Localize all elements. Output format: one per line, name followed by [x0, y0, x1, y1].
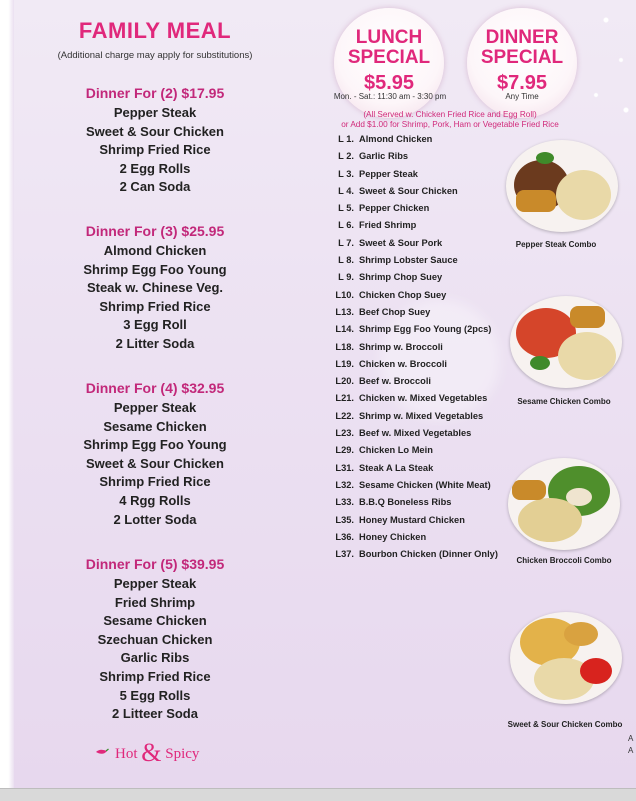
- menu-item-row: [324, 186, 524, 203]
- menu-item-row: [324, 393, 524, 410]
- menu-item-row: [324, 515, 524, 532]
- family-group-item: Steak w. Chinese Veg.: [86, 280, 224, 296]
- family-group-item: Pepper Steak: [113, 105, 197, 120]
- family-group-item: Szechuan Chicken: [97, 631, 213, 647]
- item-code: L 7.: [338, 237, 354, 248]
- menu-item-row: [324, 480, 524, 497]
- photo-caption-2: Sesame Chicken Combo: [517, 397, 611, 406]
- family-group-item: 4 Rgg Rolls: [119, 492, 191, 508]
- family-group-item: 2 Litter Soda: [115, 335, 195, 351]
- menu-item-row: [324, 445, 524, 462]
- menu-item-row: [324, 549, 524, 566]
- item-code: L10.: [335, 289, 354, 300]
- lunch-title-1: LUNCH: [355, 27, 423, 48]
- menu-item-row: [324, 151, 524, 168]
- menu-item-row: [324, 532, 524, 549]
- menu-item-row: [324, 203, 524, 220]
- chili-pepper-icon: [95, 748, 109, 756]
- item-name: Shrimp Lobster Sauce: [359, 255, 458, 266]
- family-group-2: [60, 85, 250, 197]
- item-code: L14.: [335, 324, 354, 335]
- spicy-label: Spicy: [165, 746, 200, 762]
- item-name: Almond Chicken: [359, 134, 433, 144]
- lunch-special-badge: [334, 8, 444, 118]
- photo-caption-3: Chicken Broccoli Combo: [516, 556, 612, 565]
- item-name: Fried Shrimp: [359, 220, 417, 231]
- menu-item-row: [324, 497, 524, 514]
- dinner-special-badge: [467, 8, 577, 118]
- dinner-price: $7.95: [496, 72, 548, 94]
- item-name: Honey Chicken: [359, 531, 427, 542]
- item-name: Chicken w. Mixed Vegetables: [359, 393, 488, 404]
- item-name: Pepper Chicken: [359, 203, 430, 214]
- menu-item-row: [324, 324, 524, 341]
- item-name: Sweet & Sour Chicken: [359, 185, 458, 196]
- family-group-heading: Dinner For (2) $17.95: [85, 85, 225, 101]
- family-group-item: Shrimp Egg Foo Young: [83, 261, 227, 277]
- family-meal-note: (Additional charge may apply for substitutions): [57, 50, 253, 61]
- item-name: Steak A La Steak: [359, 462, 434, 473]
- item-name: Honey Mustard Chicken: [359, 514, 465, 525]
- item-code: L31.: [335, 462, 354, 473]
- lunch-hours: Mon. - Sat.: 11:30 am - 3:30 pm: [333, 92, 447, 101]
- family-group-item: Fried Shrimp: [114, 594, 196, 610]
- family-group-item: 2 Litteer Soda: [112, 706, 198, 722]
- menu-item-row: [324, 307, 524, 324]
- photo-caption-1: Pepper Steak Combo: [515, 240, 597, 249]
- item-code: L19.: [335, 358, 354, 369]
- family-group-item: 2 Lotter Soda: [113, 511, 197, 527]
- item-code: L20.: [335, 376, 354, 387]
- item-name: Shrimp Chop Suey: [359, 272, 443, 283]
- item-code: L18.: [335, 341, 354, 352]
- family-group-4: [60, 380, 250, 529]
- bottom-scroll-bar[interactable]: [0, 788, 636, 801]
- item-code: L 5.: [338, 203, 354, 214]
- item-code: L 6.: [338, 220, 354, 231]
- family-meal-title: FAMILY MEAL: [78, 18, 232, 43]
- family-group-item: Sesame Chicken: [103, 418, 207, 434]
- item-code: L 4.: [338, 185, 354, 196]
- edge-text-1: A: [628, 734, 634, 743]
- item-code: L 8.: [338, 255, 354, 266]
- item-code: L35.: [335, 514, 354, 525]
- item-name: Bourbon Chicken (Dinner Only): [359, 549, 498, 560]
- page-edge: [0, 0, 14, 790]
- item-name: Chicken Chop Suey: [359, 289, 447, 300]
- sparkle-decoration: [576, 0, 636, 130]
- family-group-item: Garlic Ribs: [120, 650, 190, 666]
- served-note-1: (All Served w. Chicken Fried Rice and Egg Roll): [363, 110, 537, 119]
- family-group-item: 2 Can Soda: [119, 179, 191, 195]
- family-group-heading: Dinner For (5) $39.95: [85, 556, 225, 572]
- item-code: L 1.: [338, 134, 354, 144]
- item-code: L13.: [335, 306, 354, 317]
- family-group-item: Sesame Chicken: [103, 613, 207, 629]
- family-group-heading: Dinner For (3) $25.95: [85, 223, 225, 239]
- sesame-chicken-photo: [510, 296, 622, 388]
- family-group-item: Sweet & Sour Chicken: [86, 123, 224, 139]
- menu-item-row: [324, 272, 524, 289]
- menu-item-row: [324, 134, 524, 151]
- family-group-item: Shrimp Fried Rice: [99, 298, 211, 314]
- item-name: Chicken Lo Mein: [359, 445, 433, 456]
- served-note-2: or Add $1.00 for Shrimp, Pork, Ham or Vegetable Fried Rice: [341, 120, 559, 129]
- menu-item-row: [324, 376, 524, 393]
- family-group-item: 3 Egg Roll: [123, 317, 187, 333]
- family-group-item: Shrimp Fried Rice: [99, 474, 211, 490]
- dinner-title-2: SPECIAL: [480, 47, 564, 68]
- item-code: L 9.: [338, 272, 354, 283]
- item-name: Beef w. Broccoli: [359, 376, 431, 387]
- hot-label: Hot: [115, 746, 138, 762]
- item-name: Shrimp w. Broccoli: [359, 341, 443, 352]
- item-code: L32.: [335, 479, 354, 490]
- served-with-note: [320, 110, 580, 130]
- family-group-item: Almond Chicken: [103, 243, 207, 258]
- sweet-sour-chicken-photo: [510, 612, 622, 704]
- menu-item-row: [324, 359, 524, 376]
- item-code: L 2.: [338, 151, 354, 162]
- item-code: L23.: [335, 428, 354, 439]
- photo-caption-4: Sweet & Sour Chicken Combo: [507, 720, 623, 729]
- menu-item-row: [324, 411, 524, 428]
- chicken-broccoli-photo: [508, 458, 620, 550]
- item-code: L33.: [335, 497, 354, 508]
- edge-text-2: A: [628, 746, 634, 755]
- menu-item-row: [324, 169, 524, 186]
- family-group-item: Shrimp Fried Rice: [99, 668, 211, 684]
- special-items-list: [324, 134, 524, 566]
- family-group-3: [60, 223, 250, 354]
- ampersand: &: [141, 738, 162, 767]
- item-name: Beef Chop Suey: [359, 306, 431, 317]
- item-name: Beef w. Mixed Vegetables: [359, 428, 472, 439]
- family-group-heading: Dinner For (4) $32.95: [85, 380, 225, 396]
- dinner-title-1: DINNER: [485, 27, 559, 48]
- pepper-steak-photo: [506, 140, 618, 232]
- menu-item-row: [324, 290, 524, 307]
- family-group-item: Shrimp Egg Foo Young: [83, 437, 227, 453]
- family-group-item: Sweet & Sour Chicken: [86, 455, 224, 471]
- item-code: L29.: [335, 445, 354, 456]
- item-code: L37.: [335, 549, 354, 560]
- item-name: Chicken w. Broccoli: [359, 358, 447, 369]
- item-name: Shrimp w. Mixed Vegetables: [359, 410, 484, 421]
- family-group-item: 5 Egg Rolls: [119, 687, 191, 703]
- menu-item-row: [324, 255, 524, 272]
- item-name: Sesame Chicken (White Meat): [359, 479, 491, 490]
- menu-item-row: [324, 463, 524, 480]
- family-group-item: Pepper Steak: [113, 400, 197, 415]
- item-name: Garlic Ribs: [359, 151, 409, 162]
- lunch-title-2: SPECIAL: [347, 47, 431, 68]
- item-name: Sweet & Sour Pork: [359, 237, 443, 248]
- dinner-hours: Any Time: [505, 92, 539, 101]
- family-group-item: 2 Egg Rolls: [119, 160, 191, 176]
- menu-item-row: [324, 342, 524, 359]
- lunch-price: $5.95: [363, 72, 415, 94]
- item-code: L22.: [335, 410, 354, 421]
- menu-item-row: [324, 220, 524, 237]
- family-group-5: [60, 556, 250, 724]
- item-name: Shrimp Egg Foo Young (2pcs): [359, 324, 492, 335]
- item-name: Pepper Steak: [359, 168, 418, 179]
- family-group-item: Pepper Steak: [113, 576, 197, 591]
- menu-item-row: [324, 428, 524, 445]
- hot-spicy-legend: [95, 738, 225, 768]
- item-name: B.B.Q Boneless Ribs: [359, 497, 452, 508]
- item-code: L 3.: [338, 168, 354, 179]
- family-group-item: Shrimp Fried Rice: [99, 142, 211, 158]
- item-code: L36.: [335, 531, 354, 542]
- item-code: L21.: [335, 393, 354, 404]
